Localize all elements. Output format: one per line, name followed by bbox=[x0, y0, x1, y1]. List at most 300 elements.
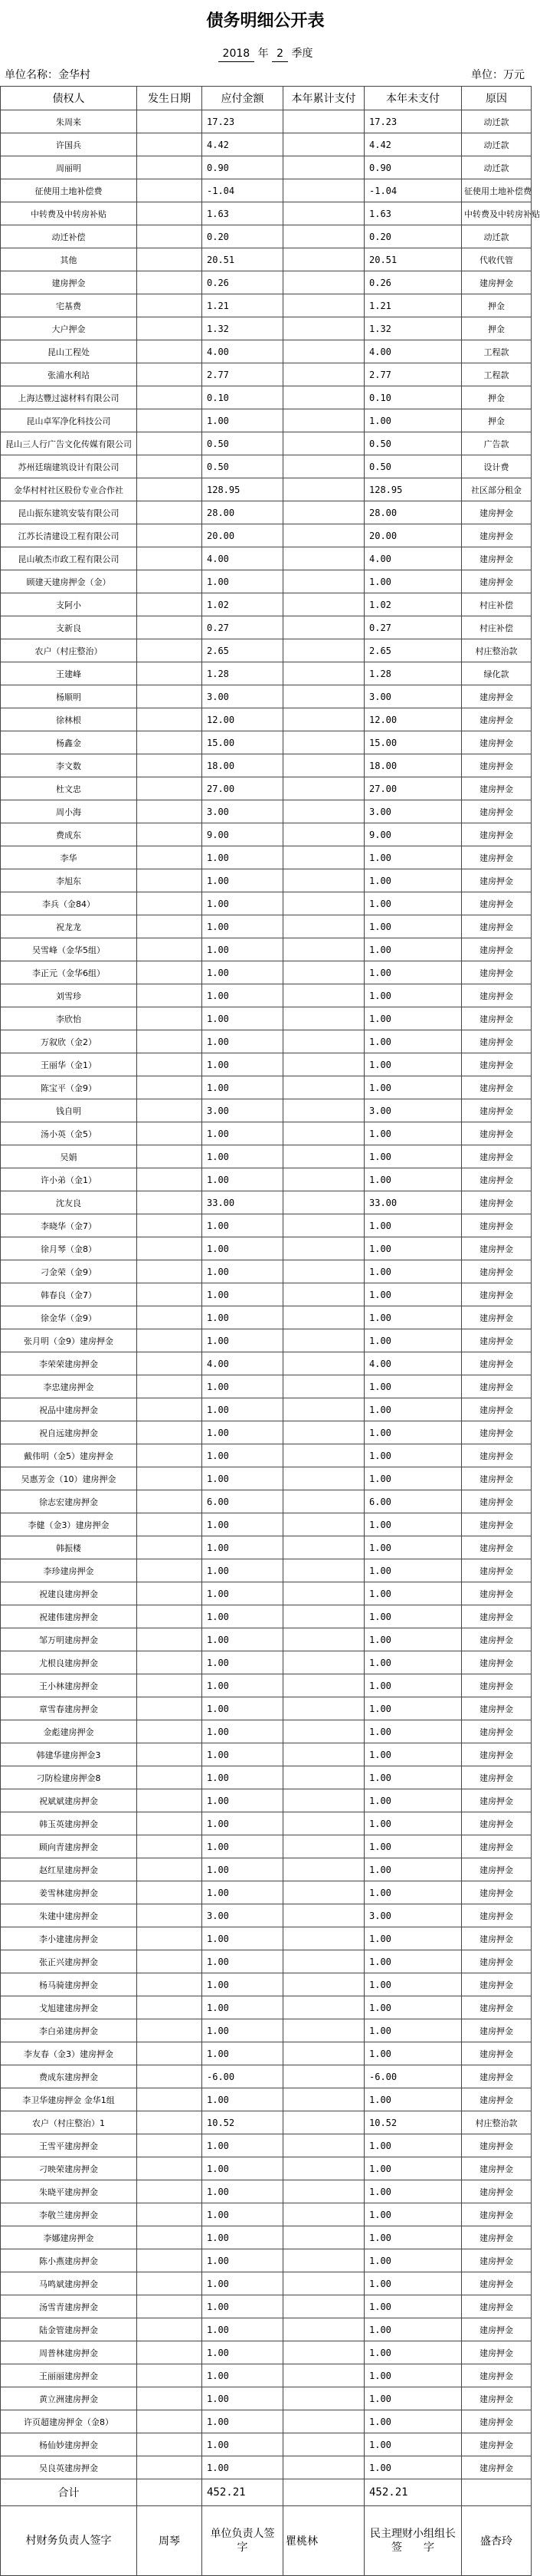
paid-cell bbox=[283, 1973, 365, 1996]
table-row bbox=[1, 202, 532, 225]
payable-cell: 4.00 bbox=[202, 547, 283, 570]
payable-cell: 0.50 bbox=[202, 432, 283, 455]
payable-cell: 1.00 bbox=[202, 1398, 283, 1421]
paid-cell bbox=[283, 2042, 365, 2065]
payable-cell: 1.00 bbox=[202, 1329, 283, 1352]
table-row bbox=[1, 570, 532, 593]
payable-cell: 1.00 bbox=[202, 2387, 283, 2410]
paid-cell bbox=[283, 961, 365, 984]
table-row bbox=[1, 1375, 532, 1398]
paid-cell bbox=[283, 984, 365, 1007]
payable-cell: 3.00 bbox=[202, 1099, 283, 1122]
reason-cell: 建房押金 bbox=[462, 1030, 532, 1053]
total-reason bbox=[462, 2479, 532, 2506]
date-cell bbox=[137, 892, 202, 915]
unpaid-cell: 0.20 bbox=[365, 225, 462, 248]
date-cell bbox=[137, 800, 202, 823]
payable-cell: 1.00 bbox=[202, 1720, 283, 1743]
table-row bbox=[1, 432, 532, 455]
date-cell bbox=[137, 1099, 202, 1122]
reason-cell: 押金 bbox=[462, 409, 532, 432]
date-cell bbox=[137, 731, 202, 754]
creditor-cell: 张正兴建房押金 bbox=[1, 1950, 137, 1973]
paid-cell bbox=[283, 1605, 365, 1628]
payable-cell: 1.00 bbox=[202, 2226, 283, 2249]
unpaid-cell: 6.00 bbox=[365, 1490, 462, 1513]
paid-cell bbox=[283, 2433, 365, 2456]
paid-cell bbox=[283, 1789, 365, 1812]
reason-cell: 建房押金 bbox=[462, 1237, 532, 1260]
reason-cell: 押金 bbox=[462, 386, 532, 409]
reason-cell: 建房押金 bbox=[462, 1444, 532, 1467]
table-row bbox=[1, 685, 532, 708]
payable-cell: 1.00 bbox=[202, 1582, 283, 1605]
paid-cell bbox=[283, 1467, 365, 1490]
creditor-cell: 李小建建房押金 bbox=[1, 1927, 137, 1950]
unpaid-cell: 1.00 bbox=[365, 2088, 462, 2111]
date-cell bbox=[137, 2364, 202, 2387]
table-row bbox=[1, 2065, 532, 2088]
unpaid-cell: 1.00 bbox=[365, 1881, 462, 1904]
paid-cell bbox=[283, 156, 365, 179]
date-cell bbox=[137, 1973, 202, 1996]
committee-signature-name: 盛杏玲 bbox=[462, 2506, 532, 2576]
reason-cell: 建房押金 bbox=[462, 823, 532, 846]
header-creditor: 债权人 bbox=[1, 87, 137, 110]
reason-cell: 建房押金 bbox=[462, 271, 532, 294]
unpaid-cell: 1.00 bbox=[365, 1260, 462, 1283]
creditor-cell: 王建峰 bbox=[1, 662, 137, 685]
unpaid-cell: 1.00 bbox=[365, 1375, 462, 1398]
payable-cell: 1.00 bbox=[202, 1605, 283, 1628]
payable-cell: 27.00 bbox=[202, 777, 283, 800]
date-cell bbox=[137, 248, 202, 271]
payable-cell: 1.00 bbox=[202, 1697, 283, 1720]
table-row bbox=[1, 961, 532, 984]
unpaid-cell: 1.02 bbox=[365, 593, 462, 616]
creditor-cell: 刁映荣建房押金 bbox=[1, 2157, 137, 2180]
date-cell bbox=[137, 1582, 202, 1605]
reason-cell: 建房押金 bbox=[462, 1835, 532, 1858]
creditor-cell: 戈旭建建房押金 bbox=[1, 1996, 137, 2019]
unpaid-cell: 1.00 bbox=[365, 1329, 462, 1352]
table-row bbox=[1, 1030, 532, 1053]
paid-cell bbox=[283, 2065, 365, 2088]
reason-cell: 建房押金 bbox=[462, 1720, 532, 1743]
unpaid-cell: 128.95 bbox=[365, 478, 462, 501]
reason-cell: 建房押金 bbox=[462, 570, 532, 593]
unpaid-cell: 1.00 bbox=[365, 1168, 462, 1191]
date-cell bbox=[137, 455, 202, 478]
creditor-cell: 昆山卓军净化科技公司 bbox=[1, 409, 137, 432]
payable-cell: 1.00 bbox=[202, 1444, 283, 1467]
payable-cell: 1.63 bbox=[202, 202, 283, 225]
creditor-cell: 李卫华建房押金 金华1组 bbox=[1, 2088, 137, 2111]
date-cell bbox=[137, 1145, 202, 1168]
payable-cell: 2.65 bbox=[202, 639, 283, 662]
creditor-cell: 李文数 bbox=[1, 754, 137, 777]
table-row bbox=[1, 1168, 532, 1191]
table-row bbox=[1, 1651, 532, 1674]
table-row bbox=[1, 1444, 532, 1467]
date-cell bbox=[137, 2134, 202, 2157]
reason-cell: 村庄整治款 bbox=[462, 2111, 532, 2134]
reason-cell: 建房押金 bbox=[462, 708, 532, 731]
reason-cell: 建房押金 bbox=[462, 1145, 532, 1168]
payable-cell: 1.00 bbox=[202, 2134, 283, 2157]
table-row bbox=[1, 2318, 532, 2341]
reason-cell: 工程款 bbox=[462, 363, 532, 386]
date-cell bbox=[137, 2410, 202, 2433]
unpaid-cell: 0.26 bbox=[365, 271, 462, 294]
paid-cell bbox=[283, 1904, 365, 1927]
unpaid-cell: 1.00 bbox=[365, 961, 462, 984]
unpaid-cell: 1.00 bbox=[365, 2341, 462, 2364]
table-row bbox=[1, 133, 532, 156]
table-row bbox=[1, 1973, 532, 1996]
reason-cell: 村庄整治款 bbox=[462, 639, 532, 662]
creditor-cell: 祝斌斌建房押金 bbox=[1, 1789, 137, 1812]
payable-cell: 1.00 bbox=[202, 1237, 283, 1260]
payable-cell: 17.23 bbox=[202, 110, 283, 133]
total-unpaid: 452.21 bbox=[365, 2479, 462, 2506]
table-row bbox=[1, 800, 532, 823]
date-cell bbox=[137, 1053, 202, 1076]
creditor-cell: 王丽丽建房押金 bbox=[1, 2364, 137, 2387]
creditor-cell: 徐林根 bbox=[1, 708, 137, 731]
date-cell bbox=[137, 1398, 202, 1421]
unit-head-signature-label: 单位负责人签 字 bbox=[202, 2506, 283, 2576]
date-cell bbox=[137, 1375, 202, 1398]
payable-cell: 18.00 bbox=[202, 754, 283, 777]
creditor-cell: 李兵（金84） bbox=[1, 892, 137, 915]
payable-cell: 1.00 bbox=[202, 2364, 283, 2387]
reason-cell: 建房押金 bbox=[462, 1283, 532, 1306]
payable-cell: 1.00 bbox=[202, 1076, 283, 1099]
payable-cell: 0.20 bbox=[202, 225, 283, 248]
reason-cell: 征使用土地补偿费 bbox=[462, 179, 532, 202]
unpaid-cell: 1.00 bbox=[365, 2456, 462, 2479]
period-quarter: 2 bbox=[272, 46, 288, 62]
creditor-cell: 顾建天建房押金（金） bbox=[1, 570, 137, 593]
reason-cell: 建房押金 bbox=[462, 1214, 532, 1237]
unpaid-cell: 1.00 bbox=[365, 2203, 462, 2226]
table-row bbox=[1, 731, 532, 754]
paid-cell bbox=[283, 294, 365, 317]
reason-cell: 建房押金 bbox=[462, 2065, 532, 2088]
paid-cell bbox=[283, 685, 365, 708]
date-cell bbox=[137, 2111, 202, 2134]
reason-cell: 建房押金 bbox=[462, 1007, 532, 1030]
unpaid-cell: 1.00 bbox=[365, 1145, 462, 1168]
unpaid-cell: 18.00 bbox=[365, 754, 462, 777]
paid-cell bbox=[283, 1375, 365, 1398]
creditor-cell: 江苏长清建设工程有限公司 bbox=[1, 524, 137, 547]
creditor-cell: 杨顺明 bbox=[1, 685, 137, 708]
unpaid-cell: 1.00 bbox=[365, 1628, 462, 1651]
creditor-cell: 上海达豐过滤材料有限公司 bbox=[1, 386, 137, 409]
payable-cell: 28.00 bbox=[202, 501, 283, 524]
payable-cell: 1.00 bbox=[202, 1168, 283, 1191]
table-row bbox=[1, 1076, 532, 1099]
reason-cell: 建房押金 bbox=[462, 1881, 532, 1904]
reason-cell: 建房押金 bbox=[462, 1191, 532, 1214]
table-row bbox=[1, 1536, 532, 1559]
table-row bbox=[1, 1214, 532, 1237]
date-cell bbox=[137, 547, 202, 570]
date-cell bbox=[137, 133, 202, 156]
paid-cell bbox=[283, 2180, 365, 2203]
unpaid-cell: 1.00 bbox=[365, 1559, 462, 1582]
paid-cell bbox=[283, 1145, 365, 1168]
creditor-cell: 吴良英建房押金 bbox=[1, 2456, 137, 2479]
unpaid-cell: 3.00 bbox=[365, 1099, 462, 1122]
creditor-cell: 李白弟建房押金 bbox=[1, 2019, 137, 2042]
unpaid-cell: 1.00 bbox=[365, 2410, 462, 2433]
reason-cell: 建房押金 bbox=[462, 2249, 532, 2272]
payable-cell: 1.00 bbox=[202, 2180, 283, 2203]
table-row bbox=[1, 2088, 532, 2111]
unpaid-cell: 1.00 bbox=[365, 1076, 462, 1099]
payable-cell: 2.77 bbox=[202, 363, 283, 386]
payable-cell: 1.00 bbox=[202, 2019, 283, 2042]
reason-cell: 押金 bbox=[462, 294, 532, 317]
reason-cell: 建房押金 bbox=[462, 2226, 532, 2249]
date-cell bbox=[137, 2387, 202, 2410]
reason-cell: 建房押金 bbox=[462, 2364, 532, 2387]
table-row bbox=[1, 2295, 532, 2318]
paid-cell bbox=[283, 2134, 365, 2157]
date-cell bbox=[137, 409, 202, 432]
reason-cell: 建房押金 bbox=[462, 1628, 532, 1651]
table-row bbox=[1, 1306, 532, 1329]
reason-cell: 村庄补偿 bbox=[462, 616, 532, 639]
reason-cell: 动迁款 bbox=[462, 110, 532, 133]
date-cell bbox=[137, 869, 202, 892]
creditor-cell: 费成东 bbox=[1, 823, 137, 846]
unpaid-cell: 1.00 bbox=[365, 2387, 462, 2410]
payable-cell: 1.00 bbox=[202, 1766, 283, 1789]
table-row bbox=[1, 1835, 532, 1858]
paid-cell bbox=[283, 478, 365, 501]
table-row bbox=[1, 1950, 532, 1973]
reason-cell: 建房押金 bbox=[462, 1996, 532, 2019]
payable-cell: 15.00 bbox=[202, 731, 283, 754]
unpaid-cell: 1.00 bbox=[365, 1789, 462, 1812]
paid-cell bbox=[283, 2249, 365, 2272]
table-row bbox=[1, 248, 532, 271]
creditor-cell: 刘雪珍 bbox=[1, 984, 137, 1007]
paid-cell bbox=[283, 363, 365, 386]
table-row bbox=[1, 1007, 532, 1030]
table-row bbox=[1, 1053, 532, 1076]
paid-cell bbox=[283, 202, 365, 225]
date-cell bbox=[137, 1122, 202, 1145]
table-row bbox=[1, 1329, 532, 1352]
table-row bbox=[1, 271, 532, 294]
paid-cell bbox=[283, 1444, 365, 1467]
table-row bbox=[1, 938, 532, 961]
date-cell bbox=[137, 386, 202, 409]
paid-cell bbox=[283, 662, 365, 685]
creditor-cell: 章雪春建房押金 bbox=[1, 1697, 137, 1720]
table-row bbox=[1, 1099, 532, 1122]
date-cell bbox=[137, 823, 202, 846]
creditor-cell: 昆山振东建筑安装有限公司 bbox=[1, 501, 137, 524]
unpaid-cell: 1.00 bbox=[365, 892, 462, 915]
payable-cell: 1.00 bbox=[202, 409, 283, 432]
paid-cell bbox=[283, 616, 365, 639]
table-row bbox=[1, 1513, 532, 1536]
reason-cell: 建房押金 bbox=[462, 1053, 532, 1076]
date-cell bbox=[137, 2180, 202, 2203]
date-cell bbox=[137, 1904, 202, 1927]
table-row bbox=[1, 2249, 532, 2272]
paid-cell bbox=[283, 593, 365, 616]
date-cell bbox=[137, 2157, 202, 2180]
creditor-cell: 许国兵 bbox=[1, 133, 137, 156]
paid-cell bbox=[283, 409, 365, 432]
creditor-cell: 祝品中建房押金 bbox=[1, 1398, 137, 1421]
reason-cell: 工程款 bbox=[462, 340, 532, 363]
unit-row bbox=[0, 64, 531, 86]
payable-cell: 1.00 bbox=[202, 984, 283, 1007]
reason-cell: 建房押金 bbox=[462, 1375, 532, 1398]
table-row bbox=[1, 1789, 532, 1812]
date-cell bbox=[137, 1720, 202, 1743]
paid-cell bbox=[283, 2272, 365, 2295]
payable-cell: 1.00 bbox=[202, 2249, 283, 2272]
reason-cell: 建房押金 bbox=[462, 2134, 532, 2157]
unpaid-cell: -6.00 bbox=[365, 2065, 462, 2088]
payable-cell: 1.00 bbox=[202, 1743, 283, 1766]
creditor-cell: 杨鑫金 bbox=[1, 731, 137, 754]
date-cell bbox=[137, 2042, 202, 2065]
unpaid-cell: 4.00 bbox=[365, 547, 462, 570]
reason-cell: 建房押金 bbox=[462, 2318, 532, 2341]
payable-cell: 20.51 bbox=[202, 248, 283, 271]
table-row bbox=[1, 1260, 532, 1283]
unpaid-cell: 1.00 bbox=[365, 1398, 462, 1421]
table-row bbox=[1, 386, 532, 409]
payable-cell: 1.00 bbox=[202, 2456, 283, 2479]
payable-cell: 1.00 bbox=[202, 1927, 283, 1950]
date-cell bbox=[137, 984, 202, 1007]
table-row bbox=[1, 1743, 532, 1766]
date-cell bbox=[137, 1007, 202, 1030]
creditor-cell: 黄立洲建房押金 bbox=[1, 2387, 137, 2410]
date-cell bbox=[137, 294, 202, 317]
unpaid-cell: 1.00 bbox=[365, 1927, 462, 1950]
paid-cell bbox=[283, 1858, 365, 1881]
reason-cell: 建房押金 bbox=[462, 1168, 532, 1191]
date-cell bbox=[137, 1605, 202, 1628]
date-cell bbox=[137, 1697, 202, 1720]
reason-cell: 建房押金 bbox=[462, 1582, 532, 1605]
table-row bbox=[1, 501, 532, 524]
reason-cell: 建房押金 bbox=[462, 2272, 532, 2295]
payable-cell: 9.00 bbox=[202, 823, 283, 846]
date-cell bbox=[137, 708, 202, 731]
signature-row bbox=[1, 2506, 532, 2576]
payable-cell: 1.00 bbox=[202, 1122, 283, 1145]
period-quarter-suffix: 季度 bbox=[291, 48, 313, 60]
payable-cell: 1.00 bbox=[202, 1789, 283, 1812]
unpaid-cell: 1.00 bbox=[365, 2042, 462, 2065]
date-cell bbox=[137, 1444, 202, 1467]
period-year-suffix: 年 bbox=[257, 48, 269, 60]
paid-cell bbox=[283, 1766, 365, 1789]
payable-cell: 4.00 bbox=[202, 1352, 283, 1375]
reason-cell: 建房押金 bbox=[462, 2019, 532, 2042]
table-row bbox=[1, 915, 532, 938]
table-row bbox=[1, 156, 532, 179]
date-cell bbox=[137, 432, 202, 455]
table-row bbox=[1, 2387, 532, 2410]
paid-cell bbox=[283, 708, 365, 731]
reason-cell: 建房押金 bbox=[462, 1490, 532, 1513]
unpaid-cell: 1.00 bbox=[365, 570, 462, 593]
payable-cell: 3.00 bbox=[202, 1904, 283, 1927]
table-row bbox=[1, 1720, 532, 1743]
reason-cell: 建房押金 bbox=[462, 1536, 532, 1559]
reason-cell: 建房押金 bbox=[462, 2341, 532, 2364]
paid-cell bbox=[283, 1996, 365, 2019]
date-cell bbox=[137, 1996, 202, 2019]
unpaid-cell: 1.00 bbox=[365, 2226, 462, 2249]
paid-cell bbox=[283, 271, 365, 294]
unpaid-cell: 1.00 bbox=[365, 1467, 462, 1490]
reason-cell: 建房押金 bbox=[462, 524, 532, 547]
paid-cell bbox=[283, 2318, 365, 2341]
creditor-cell: 杨仙妙建房押金 bbox=[1, 2433, 137, 2456]
date-cell bbox=[137, 225, 202, 248]
paid-cell bbox=[283, 938, 365, 961]
creditor-cell: 支新良 bbox=[1, 616, 137, 639]
payable-cell: 20.00 bbox=[202, 524, 283, 547]
unpaid-cell: 3.00 bbox=[365, 1904, 462, 1927]
date-cell bbox=[137, 1306, 202, 1329]
table-row bbox=[1, 1421, 532, 1444]
finance-signature-label: 村财务负责人签字 bbox=[1, 2506, 137, 2576]
payable-cell: 1.00 bbox=[202, 1053, 283, 1076]
date-cell bbox=[137, 1927, 202, 1950]
reason-cell: 代收代管 bbox=[462, 248, 532, 271]
creditor-cell: 李敬兰建房押金 bbox=[1, 2203, 137, 2226]
paid-cell bbox=[283, 1099, 365, 1122]
table-row bbox=[1, 317, 532, 340]
page-title: 债务明细公开表 bbox=[206, 12, 325, 31]
table-row bbox=[1, 892, 532, 915]
date-cell bbox=[137, 1651, 202, 1674]
creditor-cell: 李华 bbox=[1, 846, 137, 869]
date-cell bbox=[137, 179, 202, 202]
unpaid-cell: 20.00 bbox=[365, 524, 462, 547]
table-row bbox=[1, 1145, 532, 1168]
reason-cell: 建房押金 bbox=[462, 1122, 532, 1145]
creditor-cell: 许页超建房押金（金8） bbox=[1, 2410, 137, 2433]
payable-cell: 1.00 bbox=[202, 1996, 283, 2019]
header-reason: 原因 bbox=[462, 87, 532, 110]
header-date: 发生日期 bbox=[137, 87, 202, 110]
table-row bbox=[1, 2019, 532, 2042]
date-cell bbox=[137, 915, 202, 938]
unpaid-cell: 28.00 bbox=[365, 501, 462, 524]
paid-cell bbox=[283, 1283, 365, 1306]
unpaid-cell: 1.00 bbox=[365, 1651, 462, 1674]
paid-cell bbox=[283, 1329, 365, 1352]
date-cell bbox=[137, 616, 202, 639]
